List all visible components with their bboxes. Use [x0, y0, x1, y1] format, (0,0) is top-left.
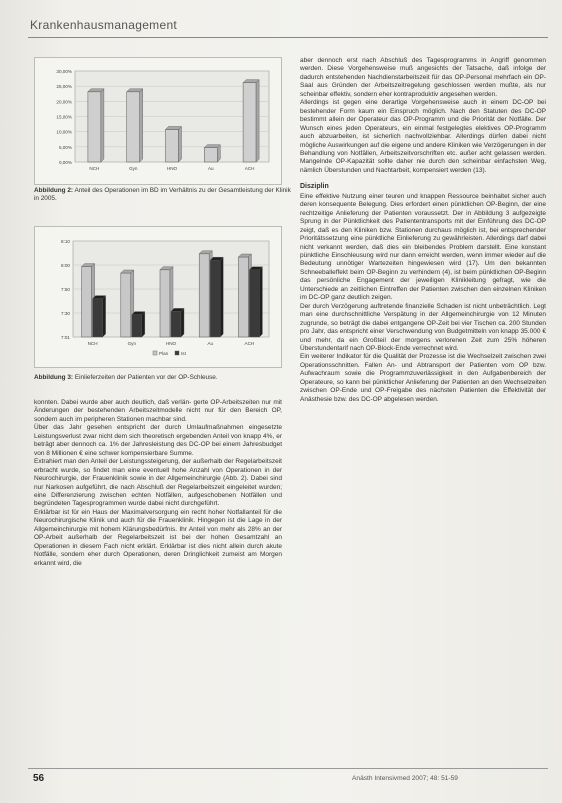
- bar-ist: [132, 312, 145, 337]
- y-tick-label: 30,00%: [56, 69, 72, 74]
- y-tick-label: 5,00%: [58, 144, 72, 150]
- x-tick-label: Gyn: [128, 166, 138, 171]
- figure-3-caption: [34, 374, 296, 382]
- bar-ist: [210, 257, 223, 337]
- y-tick-label: 8:10: [61, 239, 70, 244]
- figure-2-caption: [34, 187, 296, 204]
- right-paragraph: aber dennoch erst nach Abschluß des Tagesprogramms in Angriff genommen werden. Diese Vorgehensweise muß angesichts der Tatsache, daß infolge der dadurch entstehenden Nachdienstarbeitszeit für das OP-Personal mehrfach ein OP-Saal aus Gründen der Arbeitszeitregelung geschlossen werden mußte, als nur scheinbar effektiv, sondern eher kontraproduktiv angesehen werden.: [300, 57, 546, 98]
- y-tick-label: 7:50: [61, 287, 70, 292]
- right-column: [300, 57, 546, 404]
- bar: [88, 89, 104, 162]
- bar: [243, 80, 259, 162]
- y-tick-label: 0,00%: [58, 160, 72, 165]
- x-tick-label: HNO: [165, 341, 177, 346]
- bar-ist: [171, 308, 184, 337]
- figure-2-caption-label: Abbildung 2:: [34, 187, 74, 194]
- y-tick-label: 7:30: [61, 311, 70, 316]
- x-tick-label: NCH: [87, 341, 98, 346]
- bar-ist: [93, 296, 106, 337]
- left-paragraph: Über das Jahr gesehen entspricht der durch Umlaufmaßnahmen eingesetzte Leistungsverlust zwar nicht dem sich theoretisch ergebenden Anteil von knapp 4%, er beträgt aber dennoch ca. 1% der Jahresleistung des DC-OP bei einem Jahresbudget von 8 Millionen € eine schwer kompensierbare Summe.: [34, 424, 282, 457]
- header-rule: [28, 37, 548, 38]
- legend-swatch: [153, 351, 157, 355]
- y-tick-label: 7:01: [61, 335, 70, 340]
- right-paragraph: Eine effektive Nutzung einer teuren und knappen Ressource beinhaltet sicher auch deren konsequente Belegung. Dies erfordert einen pünktlichen OP-Beginn, der eine rechtzeitige Anlieferung der Patienten voraussetzt. Der in Abbildung 3 aufgezeigte Sprung in der Pünktlichkeit des Patiententransports mit der Einführung des DC-OP zeigt, daß es den Kliniken bzw. Stationen durchaus möglich ist, bei entsprechender Prioritätssetzung eine pünktliche Einlieferung zu gewährleisten. Allerdings darf dabei nicht verkannt werden, daß dies ein bleibendes Problem darstellt. Eine konstant pünktliche Einschleusung wird nur dann erreicht werden, wenn immer wieder auf die Bedeutung unnötiger Wartezeiten hingewiesen wird (17). Um den bekannten Schneeballeffekt beim OP-Beginn zu verhindern (4), ist beim pünktlichen OP-Beginn das persönliche Engagement der jeweiligen Klinikleitung gefragt, wie die Unterschiede an zeitlichen Eintreffen der Patienten zwischen den einzelnen Kliniken im DC-OP ganz deutlich zeigen.: [300, 192, 546, 302]
- bar: [127, 89, 143, 162]
- x-tick-label: Gyn: [127, 341, 137, 346]
- figure-2-svg: [35, 58, 281, 184]
- bar: [166, 127, 182, 163]
- footer-rule: [28, 768, 548, 769]
- x-tick-label: ACH: [244, 341, 255, 346]
- legend-label: Plan: [159, 351, 169, 356]
- legend-label: Ist: [181, 351, 186, 356]
- y-tick-label: 25,00%: [56, 84, 72, 90]
- left-paragraph: konnten. Dabei wurde aber auch deutlich, daß verlän- gerte OP-Arbeitszeiten nur mit Änderungen der bestehenden Arbeitszeitmodelle nicht nur für den Bereich OP, sondern auch im peripheren Stationen machbar sind.: [34, 399, 282, 423]
- right-paragraph: Der durch Verzögerung auftretende finanzielle Schaden ist nicht unbeträchtlich. Legt man eine durchschnittliche Verspätung in der Allgemeinchirurgie von 12 Minuten zugrunde, so beträgt die dabei entgangene OP-Zeit bei vier Tischen ca. 200 Stunden pro Jahr, das entspricht einer Verschwendung von Budgetmitteln von knapp 35.000 € und mehr, da ein Großteil der morgens verlorenen Zeit zum 25% höheren Überstundentarif nach OP-Block-Ende verrechnet wird.: [300, 302, 546, 352]
- x-tick-label: NCH: [89, 166, 100, 171]
- y-tick-label: 20,00%: [56, 99, 72, 105]
- figure-3-chart: [34, 226, 282, 368]
- x-tick-label: Au: [207, 166, 214, 171]
- legend-swatch: [175, 351, 179, 355]
- left-paragraph: Extrahiert man den Anteil der Leistungssteigerung, der außerhalb der Regelarbeitszeit erbracht wurde, so findet man eine eventuell hohe Anzahl von Operationen in der Neurochirurgie, der Frauenklinik sowie in der Allgemeinchirurgie (Abb. 2). Dabei sind nur Narkosen aufgeführt, die nach Abschluß der Regelarbeitszeit eingeleitet wurden; eine Differenzierung zwischen echten Notfällen, aufgeschobenen Notfällen und begründeten Tagesprogrammen wurde dabei nicht durchgeführt.: [34, 458, 282, 508]
- y-tick-label: 10,00%: [56, 129, 72, 135]
- left-column: [34, 399, 282, 568]
- x-tick-label: ACH: [244, 166, 255, 171]
- figure-2-caption-text: Anteil des Operationen im BD im Verhältnis zu der Gesamtleistung der Klinik in 2005.: [34, 187, 291, 203]
- x-tick-label: HNO: [166, 166, 178, 171]
- right-paragraph: Allerdings ist gegen eine derartige Vorgehensweise auch in einem DC-OP bei bestehender Form kaum ein Einspruch möglich. Nach den Statuten des DC-OP bestimmt allein der Operateur das OP-Programm und die Priorität der Notfälle. Der Wunsch eines jeden Operateurs, ein einmal festgelegtes elektives OP-Programm auch abzuarbeiten, ist sicherlich nachvollziehbar. Allerdings dürfen dabei nicht mögliche Auswirkungen auf die eigene und andere Kliniken wie Verzögerungen in der Behandlung von Notfällen, Arbeitszeitvorschriften etc. außer acht gelassen werden. Mangelnde OP-Kapazität sollte daher nie durch den scheinbar einfachsten Weg, nämlich Überstunden und Nachtarbeit, kompensiert werden (13).: [300, 99, 546, 174]
- figure-3-svg: [35, 227, 281, 367]
- figure-3-caption-label: Abbildung 3:: [34, 374, 74, 381]
- x-tick-label: Au: [207, 341, 214, 346]
- bar-ist: [249, 267, 262, 337]
- figure-2-chart: [34, 57, 282, 185]
- journal-citation: Anästh Intensivmed 2007; 48: 51-59: [352, 775, 458, 782]
- y-tick-label: 8:00: [61, 263, 70, 268]
- running-head: Krankenhausmanagement: [30, 18, 178, 32]
- bar: [204, 145, 220, 162]
- left-paragraph: Erklärbar ist für ein Haus der Maximalversorgung ein recht hoher Notfallanteil für die Neurochirurgische Klinik und auch für die Frauenklinik. Hingegen ist die Lage in der Allgemeinchirurgie mit hohem Klärungsbedürfnis. Ihr Anteil von mehr als 28% an der OP-Arbeit außerhalb der Regelarbeitszeit ist bei der hohen Gesamtzahl an Operationen in diesem Fach nicht erklärt. Erklärbar ist dies nicht allein durch akute Notfälle, sondern eher durch Operationen, deren Dringlichkeit zumeist am Morgen erkannt wird, die: [34, 508, 282, 567]
- y-tick-label: 15,00%: [56, 114, 72, 120]
- page-number: 56: [33, 773, 45, 784]
- section-heading-disziplin: Disziplin: [300, 183, 329, 191]
- right-paragraph: Ein weiterer Indikator für die Qualität der Prozesse ist die Wechselzeit zwischen zwei Operationsschnitten. Fallen An- und Abtransport der Patienten vom OP bzw. Aufwachraum sowie die Programmzuverlässigkeit in den Aufgabenbereich der Operateure, so kann bei pünktlicher Anlieferung der Patienten an den Wechselzeiten zwischen OP-Ende und OP-Freigabe des nächsten Patienten die Effektivität der Anästhesie bzw. des DC-OP abgelesen werden.: [300, 353, 546, 403]
- figure-3-caption-text: Einlieferzeiten der Patienten vor der OP-Schleuse.: [74, 374, 218, 381]
